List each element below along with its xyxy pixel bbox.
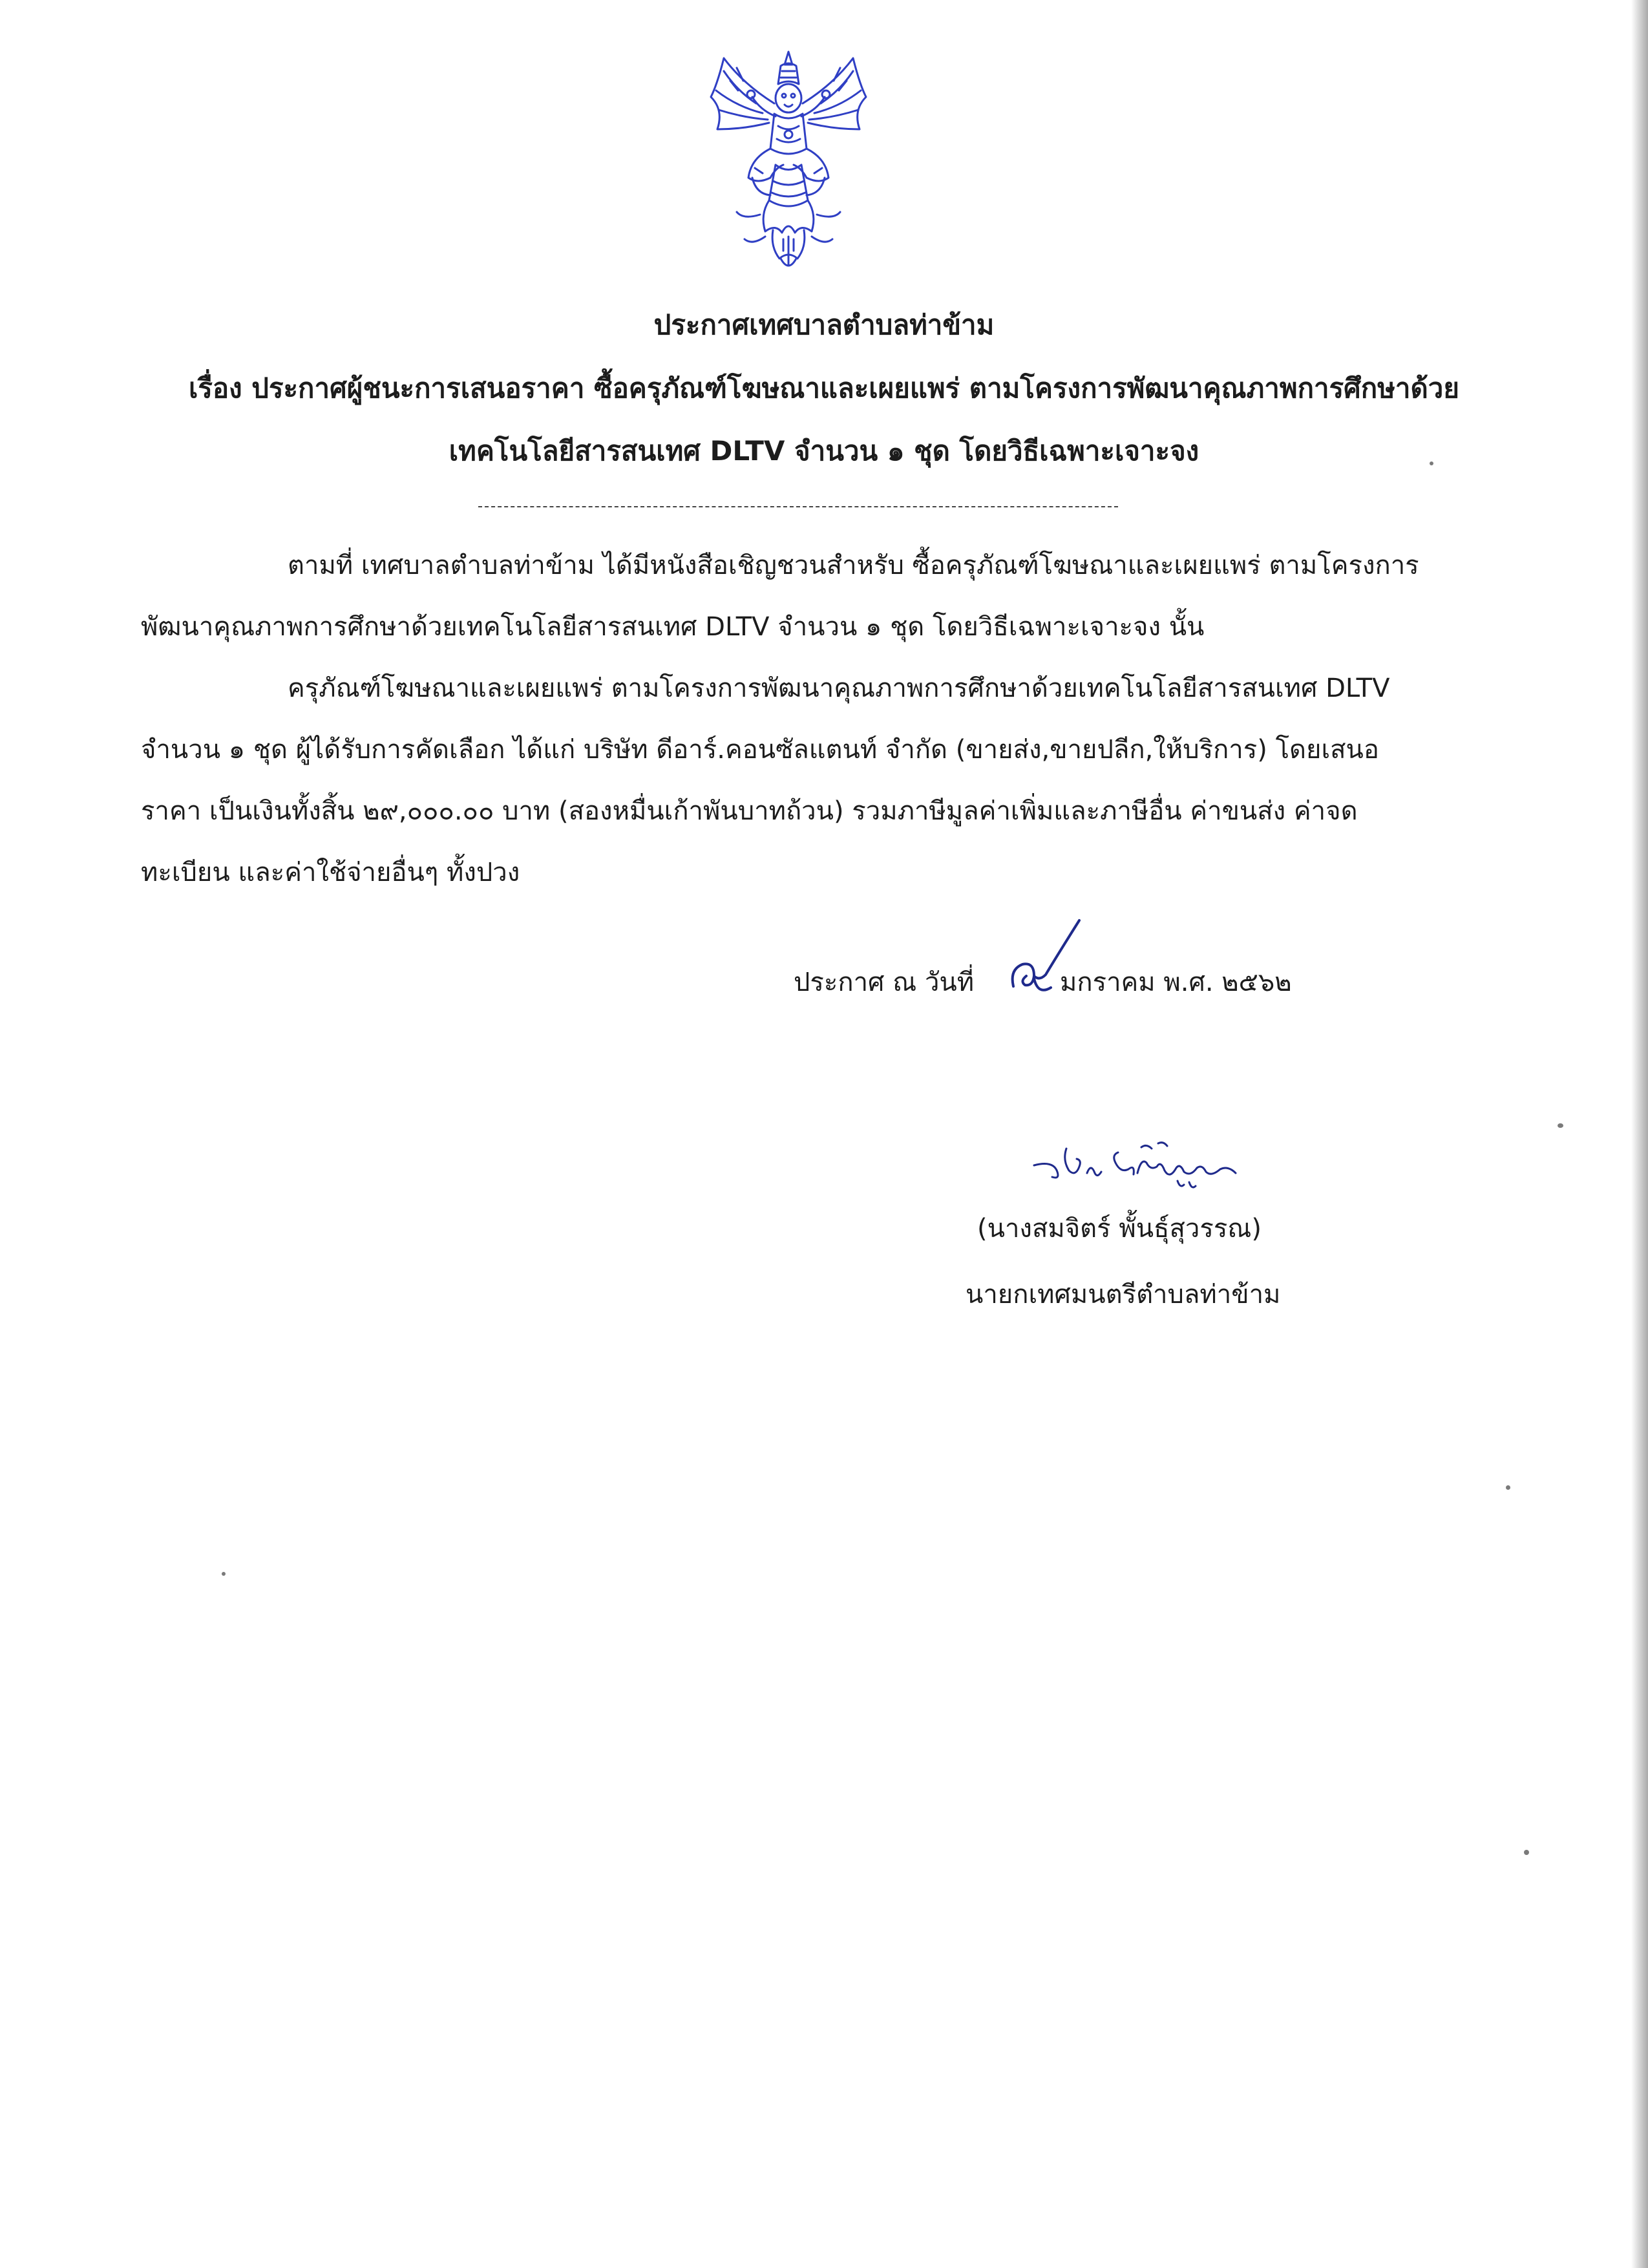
garuda-emblem	[698, 45, 879, 284]
paragraph-2-line-2: จำนวน ๑ ชุด ผู้ได้รับการคัดเลือก ได้แก่ บริษัท ดีอาร์.คอนซัลแตนท์ จำกัด (ขายส่ง,ขายปลีก,ให้บริการ) โดยเสนอ	[141, 735, 1379, 765]
paragraph-2-line-4: ทะเบียน และค่าใช้จ่ายอื่นๆ ทั้งปวง	[141, 858, 520, 887]
signatory-name: (นางสมจิตร์ พั้นธุ์สุวรรณ)	[977, 1214, 1262, 1244]
handwritten-signature	[1015, 1134, 1260, 1196]
paragraph-2-line-1: ครุภัณฑ์โฆษณาและเผยแพร่ ตามโครงการพัฒนาคุณภาพการศึกษาด้วยเทคโนโลยีสารสนเทศ DLTV	[288, 673, 1390, 703]
title-divider	[478, 506, 1118, 507]
date-prefix: ประกาศ ณ วันที่	[794, 968, 975, 997]
paragraph-1-line-2: พัฒนาคุณภาพการศึกษาด้วยเทคโนโลยีสารสนเทศ DLTV จำนวน ๑ ชุด โดยวิธีเฉพาะเจาะจง นั้น	[141, 612, 1205, 642]
subject-line-1: เรื่อง ประกาศผู้ชนะการเสนอราคา ซื้อครุภัณฑ์โฆษณาและเผยแพร่ ตามโครงการพัฒนาคุณภาพการศึกษาด้วย	[189, 372, 1459, 404]
scan-speck	[222, 1572, 226, 1576]
announcement-title: ประกาศเทศบาลตำบลท่าข้าม	[653, 309, 995, 341]
subject-line-2: เทคโนโลยีสารสนเทศ DLTV จำนวน ๑ ชุด โดยวิธีเฉพาะเจาะจง	[449, 435, 1199, 467]
paragraph-2-line-3: ราคา เป็นเงินทั้งสิ้น ๒๙,๐๐๐.๐๐ บาท (สองหมื่นเก้าพันบาทถ้วน) รวมภาษีมูลค่าเพิ่มและภาษีอื่น ค่าขนส่ง ค่าจด	[141, 796, 1358, 826]
scan-speck	[1506, 1485, 1510, 1490]
scan-speck	[1558, 1123, 1563, 1128]
signatory-position: นายกเทศมนตรีตำบลท่าข้าม	[966, 1280, 1281, 1309]
scan-speck	[1524, 1850, 1529, 1855]
date-month-year: มกราคม พ.ศ. ๒๕๖๒	[1060, 968, 1292, 997]
paragraph-1-line-1: ตามที่ เทศบาลตำบลท่าข้าม ได้มีหนังสือเชิญชวนสำหรับ ซื้อครุภัณฑ์โฆษณาและเผยแพร่ ตามโครงการ	[288, 551, 1419, 580]
